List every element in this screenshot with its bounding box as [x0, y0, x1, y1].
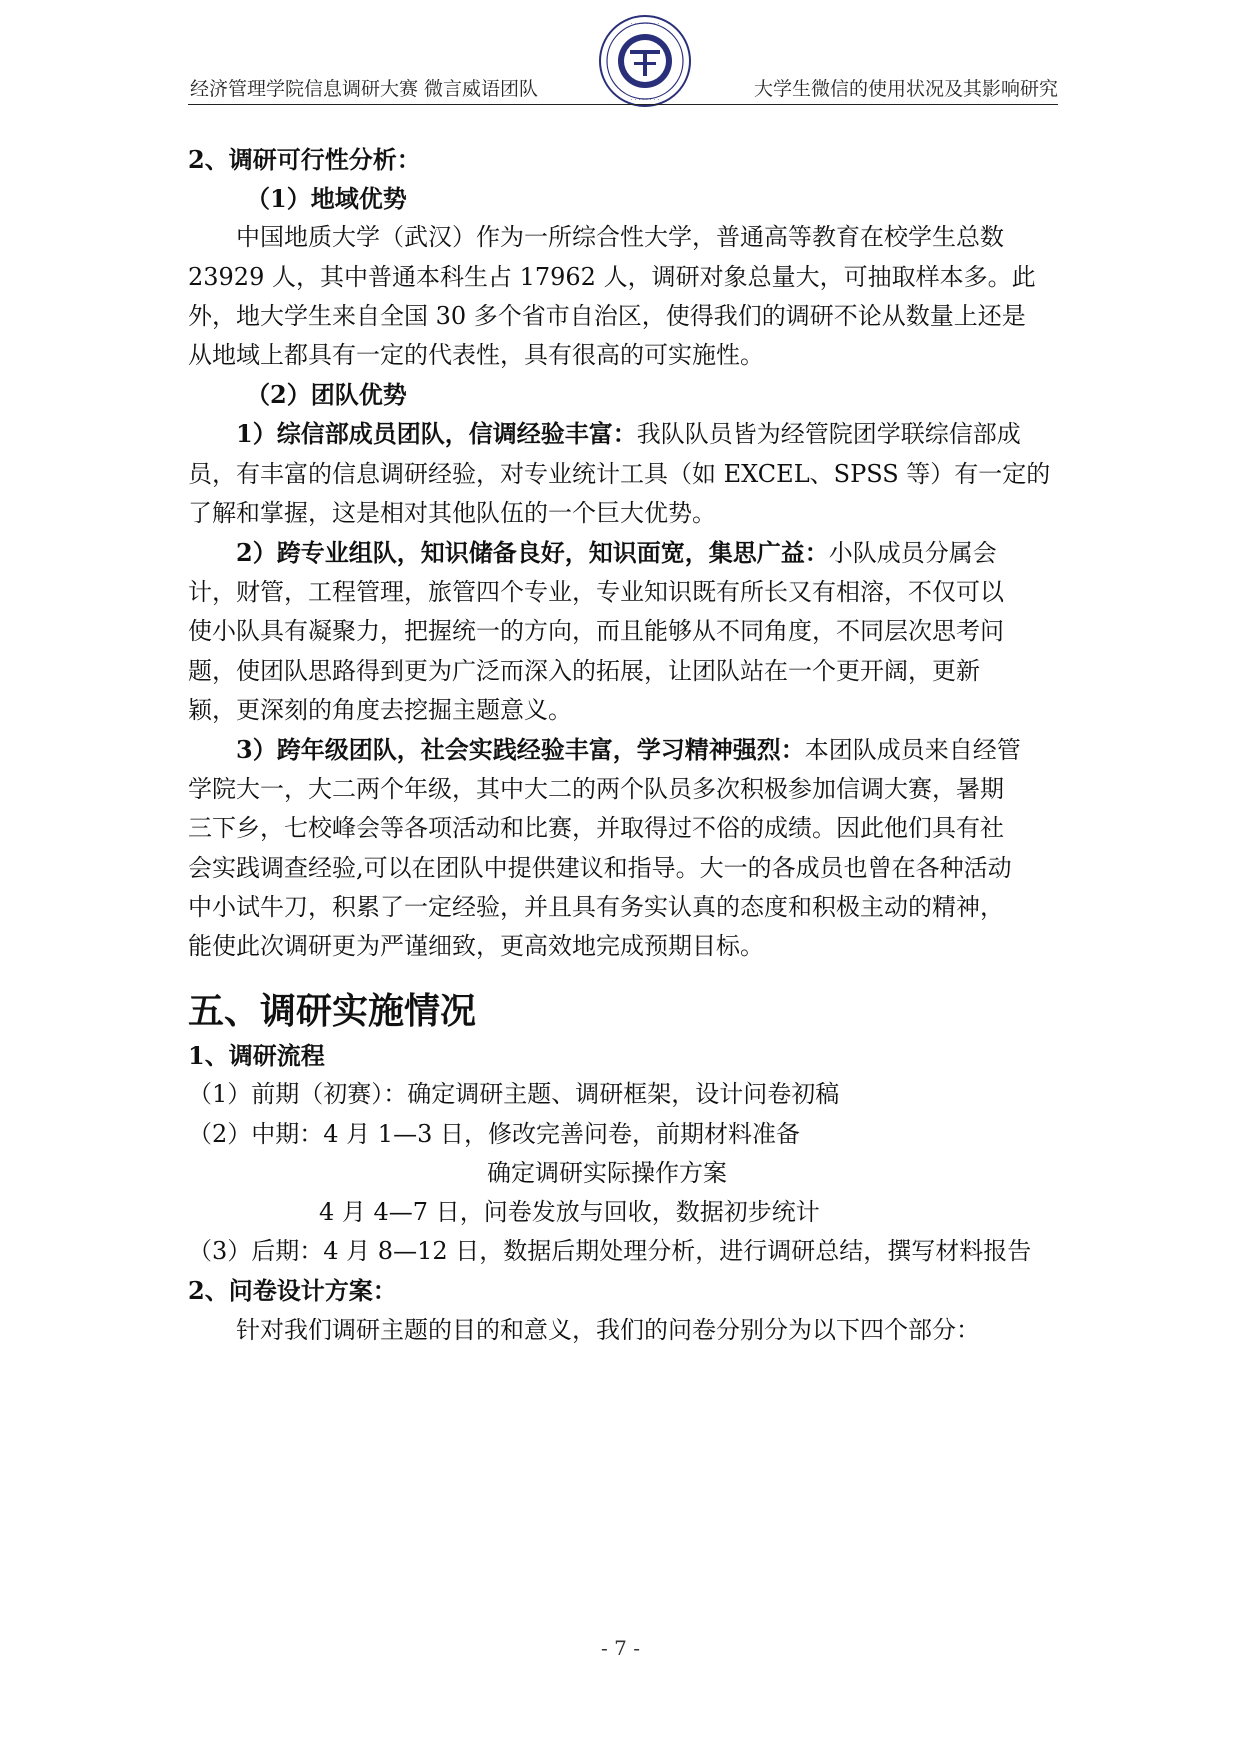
point-heading: 1）综信部成员团队，信调经验丰富： [236, 419, 637, 449]
page-number: - 7 - [601, 1636, 640, 1660]
header-left-title: 经济管理学院信息调研大赛 微言威语团队 [190, 78, 539, 100]
paragraph-line [188, 533, 1058, 573]
section-heading: 1、调研流程 [188, 1041, 325, 1071]
spacer [188, 966, 1058, 988]
paragraph-line: 颖，更深刻的角度去挖掘主题意义。 [188, 695, 572, 724]
paragraph-line: 题，使团队思路得到更为广泛而深入的拓展，让团队站在一个更开阔，更新 [188, 656, 980, 685]
point-heading: 2）跨专业组队，知识储备良好，知识面宽，集思广益： [236, 538, 829, 568]
section-heading: 2、调研可行性分析： [188, 145, 421, 174]
paragraph-line: 中小试牛刀，积累了一定经验，并且具有务实认真的态度和积极主动的精神， [188, 892, 1004, 921]
paragraph-line: 确定调研实际操作方案 [487, 1158, 727, 1187]
header-right-title: 大学生微信的使用状况及其影响研究 [753, 78, 1058, 100]
point-text: 小队成员分属会 [828, 539, 997, 568]
paragraph-line: （2）中期：4 月 1—3 日，修改完善问卷，前期材料准备 [188, 1119, 800, 1148]
paragraph-line: 能使此次调研更为严谨细致，更高效地完成预期目标。 [188, 932, 764, 961]
paragraph-line: 4 月 4—7 日，问卷发放与回收，数据初步统计 [319, 1198, 820, 1227]
svg-text:· · · · · · · ·: · · · · · · · · [630, 97, 660, 104]
section-heading: 2、问卷设计方案： [188, 1276, 397, 1306]
paragraph-line: 中国地质大学（武汉）作为一所综合性大学，普通高等教育在校学生总数 [236, 223, 1004, 252]
paragraph-line: （3）后期：4 月 8—12 日，数据后期处理分析，进行调研总结，撰写材料报告 [188, 1237, 1032, 1266]
paragraph-line: 23929 人，其中普通本科生占 17962 人，调研对象总量大，可抽取样本多。此 [188, 262, 1036, 291]
paragraph-line: 员，有丰富的信息调研经验，对专业统计工具（如 EXCEL、SPSS 等）有一定的 [188, 459, 1051, 488]
paragraph-line: 计，财管，工程管理，旅管四个专业，专业知识既有所长又有相溶，不仅可以 [188, 578, 1004, 607]
page-body [188, 140, 1058, 1350]
point-text: 我队队员皆为经管院团学联综信部成 [636, 420, 1021, 449]
paragraph-line: 使小队具有凝聚力，把握统一的方向，而且能够从不同角度，不同层次思考问 [188, 617, 1004, 646]
point-heading: 3）跨年级团队，社会实践经验丰富，学习精神强烈： [236, 735, 805, 765]
paragraph-line: （1）前期（初赛）：确定调研主题、调研框架，设计问卷初稿 [188, 1080, 840, 1109]
chapter-heading: 五、调研实施情况 [188, 991, 477, 1033]
paragraph-line: 三下乡，七校峰会等各项活动和比赛，并取得过不俗的成绩。因此他们具有社 [188, 814, 1004, 843]
paragraph-line [188, 414, 1058, 454]
paragraph-line: 从地域上都具有一定的代表性，具有很高的可实施性。 [188, 341, 764, 370]
university-seal-logo [598, 14, 692, 108]
subsection-heading: （2）团队优势 [246, 380, 407, 410]
paragraph-line: 会实践调查经验,可以在团队中提供建议和指导。大一的各成员也曾在各种活动 [188, 853, 1012, 882]
paragraph-line: 外，地大学生来自全国 30 多个省市自治区，使得我们的调研不论从数量上还是 [188, 301, 1026, 330]
svg-text:· · · · · · · ·: · · · · · · · · [630, 21, 660, 28]
header-divider [188, 104, 1058, 105]
subsection-heading: （1）地域优势 [246, 184, 407, 214]
paragraph-line: 了解和掌握，这是相对其他队伍的一个巨大优势。 [188, 498, 716, 527]
paragraph-line: 针对我们调研主题的目的和意义，我们的问卷分别分为以下四个部分： [236, 1315, 980, 1344]
paragraph-line [188, 730, 1058, 770]
point-text: 本团队成员来自经管 [804, 736, 1021, 765]
paragraph-line: 学院大一，大二两个年级，其中大二的两个队员多次积极参加信调大赛，暑期 [188, 775, 1004, 804]
